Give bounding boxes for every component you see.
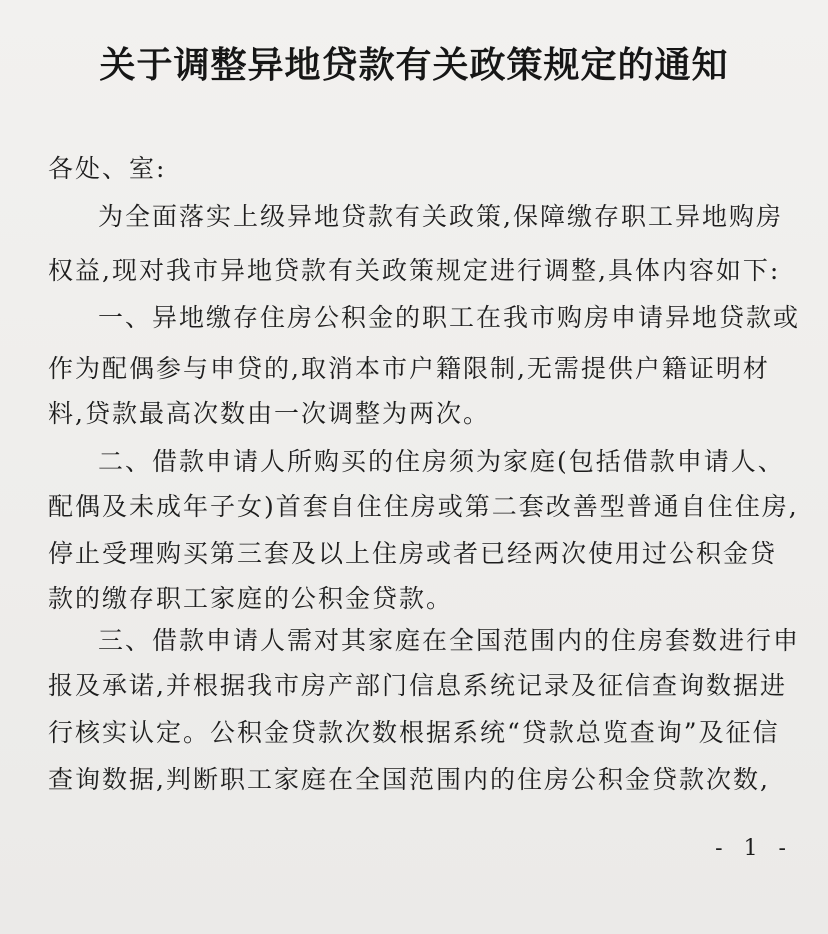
paragraph-line-item2-3: 停止受理购买第三套及以上住房或者已经两次使用过公积金贷 — [48, 539, 778, 568]
paragraph-line-item3-1: 三、借款申请人需对其家庭在全国范围内的住房套数进行申 — [98, 626, 801, 655]
paragraph-line-item3-4: 查询数据,判断职工家庭在全国范围内的住房公积金贷款次数, — [48, 765, 770, 794]
document-title: 关于调整异地贷款有关政策规定的通知 — [99, 45, 729, 86]
paragraph-line-item3-2: 报及承诺,并根据我市房产部门信息系统记录及征信查询数据进 — [48, 671, 787, 700]
paragraph-line-intro-2: 权益,现对我市异地贷款有关政策规定进行调整,具体内容如下: — [48, 256, 781, 285]
paragraph-line-item1-1: 一、异地缴存住房公积金的职工在我市购房申请异地贷款或 — [98, 303, 801, 332]
paragraph-line-intro-1: 为全面落实上级异地贷款有关政策,保障缴存职工异地购房 — [98, 202, 783, 231]
paragraph-line-item2-1: 二、借款申请人所购买的住房须为家庭(包括借款申请人、 — [98, 447, 785, 476]
paragraph-line-item2-4: 款的缴存职工家庭的公积金贷款。 — [48, 584, 454, 613]
paragraph-line-item3-3: 行核实认定。公积金贷款次数根据系统“贷款总览查询”及征信 — [48, 718, 780, 747]
paragraph-line-item1-2: 作为配偶参与申贷的,取消本市户籍限制,无需提供户籍证明材 — [48, 354, 770, 383]
paragraph-line-item2-2: 配偶及未成年子女)首套自住住房或第二套改善型普通自住住房, — [48, 492, 799, 521]
paragraph-line-item1-3: 料,贷款最高次数由一次调整为两次。 — [48, 399, 490, 428]
page-number: - 1 - — [715, 836, 793, 861]
salutation: 各处、室: — [48, 154, 167, 183]
